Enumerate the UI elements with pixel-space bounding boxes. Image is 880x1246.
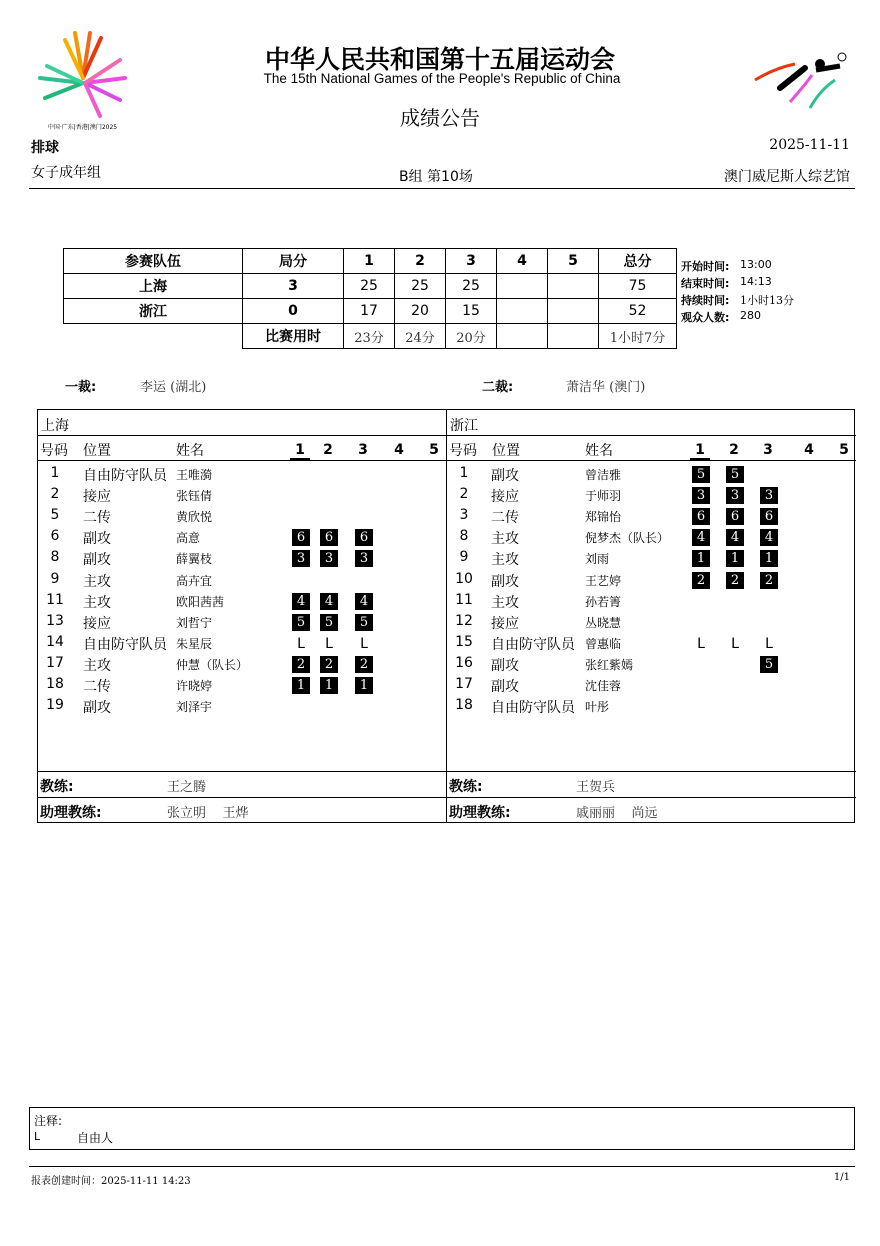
player-row bbox=[447, 507, 856, 527]
logo-text: 中国·广东|香港|澳门2025 bbox=[47, 124, 118, 131]
player-name: 孙若箐 bbox=[585, 594, 622, 609]
player-number: 11 bbox=[46, 591, 64, 608]
player-position: 主攻 bbox=[83, 657, 111, 674]
player-number: 9 bbox=[459, 549, 469, 566]
col-set-4: 4 bbox=[497, 249, 548, 274]
notes-key: L bbox=[34, 1130, 41, 1143]
roster-set-header: 2 bbox=[323, 442, 333, 458]
libero-marker: L bbox=[731, 635, 739, 652]
notes-meaning: 自由人 bbox=[77, 1131, 114, 1145]
player-row bbox=[38, 655, 446, 675]
player-row bbox=[38, 528, 446, 548]
libero-marker: L bbox=[765, 635, 773, 652]
starting-position-badge: 4 bbox=[292, 593, 310, 610]
starting-position-badge: 2 bbox=[320, 656, 338, 673]
set-score: 25 bbox=[344, 274, 395, 299]
starting-position-badge: 1 bbox=[760, 550, 778, 567]
player-number: 1 bbox=[459, 465, 469, 481]
player-number: 2 bbox=[459, 486, 469, 503]
player-row bbox=[38, 697, 446, 717]
total-score: 75 bbox=[599, 274, 677, 299]
roster-set-header: 3 bbox=[358, 442, 368, 458]
team-name: 浙江 bbox=[64, 299, 243, 324]
duration-label: 比赛用时 bbox=[243, 324, 344, 349]
roster-header: 位置 bbox=[492, 443, 520, 459]
player-position: 二传 bbox=[491, 510, 519, 527]
starting-position-badge: 2 bbox=[355, 656, 373, 673]
starting-position-badge: 2 bbox=[292, 656, 310, 673]
player-position: 主攻 bbox=[491, 594, 519, 611]
player-row bbox=[447, 486, 856, 506]
roster-header: 位置 bbox=[83, 443, 111, 459]
libero-marker: L bbox=[360, 635, 368, 652]
coach-name: 王贺兵 bbox=[576, 780, 616, 795]
starting-position-badge: 3 bbox=[292, 550, 310, 567]
player-name: 刘哲宁 bbox=[176, 615, 213, 630]
libero-marker: L bbox=[297, 635, 305, 652]
player-name: 薛翼枝 bbox=[176, 552, 213, 567]
starting-position-badge: 6 bbox=[692, 508, 710, 525]
roster-header: 姓名 bbox=[176, 443, 204, 459]
col-team: 参赛队伍 bbox=[64, 249, 243, 274]
notes-label: 注释: bbox=[34, 1114, 63, 1128]
starting-position-badge: 4 bbox=[760, 529, 778, 546]
starting-position-badge: 4 bbox=[320, 593, 338, 610]
player-name: 丛晓慧 bbox=[585, 615, 622, 630]
score-row bbox=[64, 274, 677, 299]
player-row bbox=[38, 549, 446, 569]
starting-position-badge: 3 bbox=[760, 487, 778, 504]
player-row bbox=[447, 613, 856, 633]
starting-position-badge: 5 bbox=[292, 614, 310, 631]
player-position: 接应 bbox=[83, 615, 111, 632]
player-name: 于师羽 bbox=[585, 489, 622, 504]
player-row bbox=[447, 655, 856, 675]
assistant-coach-label: 助理教练: bbox=[40, 805, 102, 821]
score-header-row bbox=[64, 249, 677, 274]
player-number: 3 bbox=[459, 507, 469, 524]
player-row bbox=[447, 528, 856, 548]
info-label: 开始时间: bbox=[681, 260, 730, 273]
header-divider bbox=[29, 188, 855, 189]
score-table bbox=[63, 248, 677, 349]
roster-section bbox=[37, 409, 855, 823]
player-name: 朱星辰 bbox=[176, 636, 213, 651]
starting-position-badge: 3 bbox=[726, 487, 744, 504]
player-number: 18 bbox=[46, 676, 64, 692]
player-row bbox=[447, 697, 856, 717]
team-roster bbox=[38, 410, 447, 822]
assistant-coaches: 戚丽丽 尚远 bbox=[576, 806, 658, 821]
player-name: 曾洁雅 bbox=[585, 468, 622, 482]
starting-position-badge: 5 bbox=[726, 466, 744, 483]
starting-position-badge: 4 bbox=[726, 529, 744, 546]
player-number: 12 bbox=[455, 612, 473, 629]
player-number: 2 bbox=[50, 486, 60, 503]
player-name: 倪梦杰（队长） bbox=[585, 531, 670, 546]
player-position: 副攻 bbox=[491, 468, 519, 484]
roster-header: 姓名 bbox=[585, 443, 613, 459]
roster-set-header: 1 bbox=[290, 442, 310, 460]
player-number: 16 bbox=[455, 654, 473, 671]
player-position: 接应 bbox=[491, 615, 519, 632]
player-row bbox=[447, 465, 856, 485]
set-duration bbox=[548, 324, 599, 349]
player-name: 欧阳茜茜 bbox=[176, 594, 225, 609]
starting-position-badge: 1 bbox=[320, 677, 338, 694]
doc-title: 成绩公告 bbox=[400, 106, 480, 130]
starting-position-badge: 6 bbox=[760, 508, 778, 525]
set-score: 25 bbox=[446, 274, 497, 299]
set-score bbox=[497, 299, 548, 324]
starting-position-badge: 4 bbox=[355, 593, 373, 610]
starting-position-badge: 5 bbox=[760, 656, 778, 673]
divider bbox=[38, 771, 446, 772]
player-name: 曾惠临 bbox=[585, 636, 622, 651]
set-score: 15 bbox=[446, 299, 497, 324]
divider bbox=[447, 460, 856, 461]
player-number: 11 bbox=[455, 591, 473, 608]
divider bbox=[38, 435, 446, 436]
set-duration: 24分 bbox=[395, 324, 446, 349]
notes-box bbox=[29, 1107, 855, 1150]
team-name: 上海 bbox=[64, 274, 243, 299]
player-row bbox=[38, 486, 446, 506]
starting-position-badge: 6 bbox=[726, 508, 744, 525]
player-position: 自由防守队员 bbox=[83, 468, 167, 484]
starting-position-badge: 3 bbox=[692, 487, 710, 504]
divider bbox=[447, 435, 856, 436]
player-row bbox=[38, 571, 446, 591]
roster-header: 号码 bbox=[40, 443, 68, 459]
player-name: 高意 bbox=[176, 531, 201, 546]
player-name: 刘泽宇 bbox=[176, 700, 213, 715]
roster-set-header: 5 bbox=[429, 442, 439, 458]
player-row bbox=[447, 592, 856, 612]
info-label: 结束时间: bbox=[681, 277, 730, 290]
set-duration: 20分 bbox=[446, 324, 497, 349]
starting-position-badge: 2 bbox=[760, 572, 778, 589]
starting-position-badge: 3 bbox=[355, 550, 373, 567]
match-date: 2025-11-11 bbox=[769, 137, 850, 153]
score-row bbox=[64, 299, 677, 324]
team-roster bbox=[447, 410, 856, 822]
player-name: 郑锦怡 bbox=[585, 510, 622, 525]
col-total: 总分 bbox=[599, 249, 677, 274]
player-row bbox=[447, 676, 856, 696]
player-name: 叶彤 bbox=[585, 700, 610, 715]
starting-position-badge: 5 bbox=[320, 614, 338, 631]
player-name: 仲慧（队长） bbox=[176, 657, 249, 672]
player-position: 副攻 bbox=[83, 531, 111, 548]
player-number: 13 bbox=[46, 612, 64, 629]
match-label: B组 第10场 bbox=[399, 169, 473, 185]
player-number: 17 bbox=[455, 676, 473, 692]
player-number: 8 bbox=[459, 528, 469, 545]
coach-name: 王之腾 bbox=[167, 780, 207, 795]
set-score bbox=[548, 299, 599, 324]
player-position: 自由防守队员 bbox=[491, 700, 575, 717]
divider bbox=[38, 460, 446, 461]
player-number: 15 bbox=[455, 633, 473, 650]
report-created: 报表创建时间：2025-11-11 14:23 bbox=[31, 1176, 191, 1187]
player-name: 许晓婷 bbox=[176, 679, 213, 693]
info-label: 持续时间: bbox=[681, 294, 730, 307]
player-row bbox=[38, 634, 446, 654]
roster-set-header: 4 bbox=[394, 442, 404, 458]
player-position: 副攻 bbox=[83, 552, 111, 569]
info-label: 观众人数: bbox=[681, 311, 730, 324]
coach-label: 教练: bbox=[40, 779, 74, 795]
roster-set-header: 3 bbox=[763, 442, 773, 458]
player-name: 黄欣悦 bbox=[176, 510, 213, 525]
player-position: 副攻 bbox=[491, 573, 519, 590]
player-number: 18 bbox=[455, 697, 473, 714]
player-name: 张红紫嫣 bbox=[585, 657, 634, 672]
col-set-2: 2 bbox=[395, 249, 446, 274]
second-referee-label: 二裁: bbox=[482, 380, 514, 395]
player-number: 8 bbox=[50, 549, 60, 566]
info-value: 14:13 bbox=[740, 275, 772, 288]
starting-position-badge: 2 bbox=[692, 572, 710, 589]
player-position: 主攻 bbox=[491, 552, 519, 569]
roster-set-header: 2 bbox=[729, 442, 739, 458]
total-duration: 1小时7分 bbox=[599, 324, 677, 349]
assistant-coaches: 张立明 王烨 bbox=[167, 806, 249, 821]
player-position: 接应 bbox=[491, 489, 519, 506]
starting-position-badge: 6 bbox=[292, 529, 310, 546]
sport-label: 排球 bbox=[31, 140, 59, 156]
page-number: 1/1 bbox=[833, 1172, 850, 1183]
player-position: 主攻 bbox=[491, 531, 519, 548]
starting-position-badge: 3 bbox=[320, 550, 338, 567]
sets-won: 0 bbox=[243, 299, 344, 324]
divider bbox=[38, 797, 446, 798]
player-position: 主攻 bbox=[83, 594, 111, 611]
info-value: 13:00 bbox=[740, 258, 772, 271]
col-set-3: 3 bbox=[446, 249, 497, 274]
player-position: 自由防守队员 bbox=[83, 636, 167, 653]
player-position: 接应 bbox=[83, 489, 111, 506]
info-value: 280 bbox=[740, 309, 761, 322]
divider bbox=[447, 797, 856, 798]
col-set-1: 1 bbox=[344, 249, 395, 274]
roster-set-header: 5 bbox=[839, 442, 849, 458]
player-row bbox=[38, 592, 446, 612]
starting-position-badge: 1 bbox=[692, 550, 710, 567]
player-name: 张钰倩 bbox=[176, 489, 213, 504]
roster-header: 号码 bbox=[449, 443, 477, 459]
first-referee-label: 一裁: bbox=[65, 380, 97, 395]
player-position: 二传 bbox=[83, 679, 111, 695]
player-number: 10 bbox=[455, 570, 473, 587]
coach-label: 教练: bbox=[449, 779, 483, 795]
player-position: 主攻 bbox=[83, 573, 111, 590]
venue-label: 澳门威尼斯人综艺馆 bbox=[724, 169, 850, 185]
starting-position-badge: 1 bbox=[355, 677, 373, 694]
starting-position-badge: 6 bbox=[355, 529, 373, 546]
starting-position-badge: 5 bbox=[692, 466, 710, 483]
player-row bbox=[447, 634, 856, 654]
header-title: 中华人民共和国第十五届运动会 bbox=[264, 45, 615, 74]
player-name: 王唯漪 bbox=[176, 468, 213, 482]
starting-position-badge: 4 bbox=[692, 529, 710, 546]
player-name: 沈佳蓉 bbox=[585, 679, 622, 693]
player-position: 二传 bbox=[83, 510, 111, 527]
player-name: 刘雨 bbox=[585, 552, 610, 567]
player-position: 副攻 bbox=[491, 679, 519, 695]
starting-position-badge: 6 bbox=[320, 529, 338, 546]
starting-position-badge: 1 bbox=[292, 677, 310, 694]
player-number: 1 bbox=[50, 465, 60, 481]
first-referee: 李运 (湖北) bbox=[140, 380, 207, 395]
starting-position-badge: 1 bbox=[726, 550, 744, 567]
starting-position-badge: 2 bbox=[726, 572, 744, 589]
set-score: 17 bbox=[344, 299, 395, 324]
info-value: 1小时13分 bbox=[740, 294, 794, 307]
player-number: 5 bbox=[50, 507, 60, 524]
divider bbox=[447, 771, 856, 772]
total-score: 52 bbox=[599, 299, 677, 324]
sets-won: 3 bbox=[243, 274, 344, 299]
roster-set-header: 4 bbox=[804, 442, 814, 458]
set-score: 25 bbox=[395, 274, 446, 299]
volleyball-pictogram-icon bbox=[750, 50, 850, 115]
roster-team-name: 上海 bbox=[41, 418, 69, 434]
roster-set-header: 1 bbox=[690, 442, 710, 460]
footer-divider bbox=[29, 1166, 855, 1167]
set-score bbox=[548, 274, 599, 299]
col-sets-won: 局分 bbox=[243, 249, 344, 274]
player-number: 14 bbox=[46, 633, 64, 650]
player-number: 19 bbox=[46, 697, 64, 714]
header-subtitle: The 15th National Games of the People's Republic of China bbox=[263, 71, 621, 86]
player-position: 自由防守队员 bbox=[491, 636, 575, 653]
player-name: 高卉宜 bbox=[176, 573, 213, 588]
libero-marker: L bbox=[325, 635, 333, 652]
starting-position-badge: 5 bbox=[355, 614, 373, 631]
player-number: 17 bbox=[46, 654, 64, 671]
player-position: 副攻 bbox=[491, 657, 519, 674]
roster-team-name: 浙江 bbox=[450, 418, 478, 434]
player-row bbox=[38, 676, 446, 696]
player-row bbox=[447, 571, 856, 591]
assistant-coach-label: 助理教练: bbox=[449, 805, 511, 821]
set-score bbox=[497, 274, 548, 299]
player-row bbox=[447, 549, 856, 569]
player-number: 6 bbox=[50, 528, 60, 545]
player-name: 王艺婷 bbox=[585, 573, 622, 588]
category-label: 女子成年组 bbox=[31, 165, 101, 181]
libero-marker: L bbox=[697, 635, 705, 652]
set-duration bbox=[497, 324, 548, 349]
player-position: 副攻 bbox=[83, 700, 111, 717]
player-row bbox=[38, 613, 446, 633]
set-score: 20 bbox=[395, 299, 446, 324]
col-set-5: 5 bbox=[548, 249, 599, 274]
set-duration: 23分 bbox=[344, 324, 395, 349]
second-referee: 萧洁华 (澳门) bbox=[566, 380, 646, 395]
player-row bbox=[38, 507, 446, 527]
player-row bbox=[38, 465, 446, 485]
duration-row bbox=[64, 324, 677, 349]
player-number: 9 bbox=[50, 570, 60, 587]
